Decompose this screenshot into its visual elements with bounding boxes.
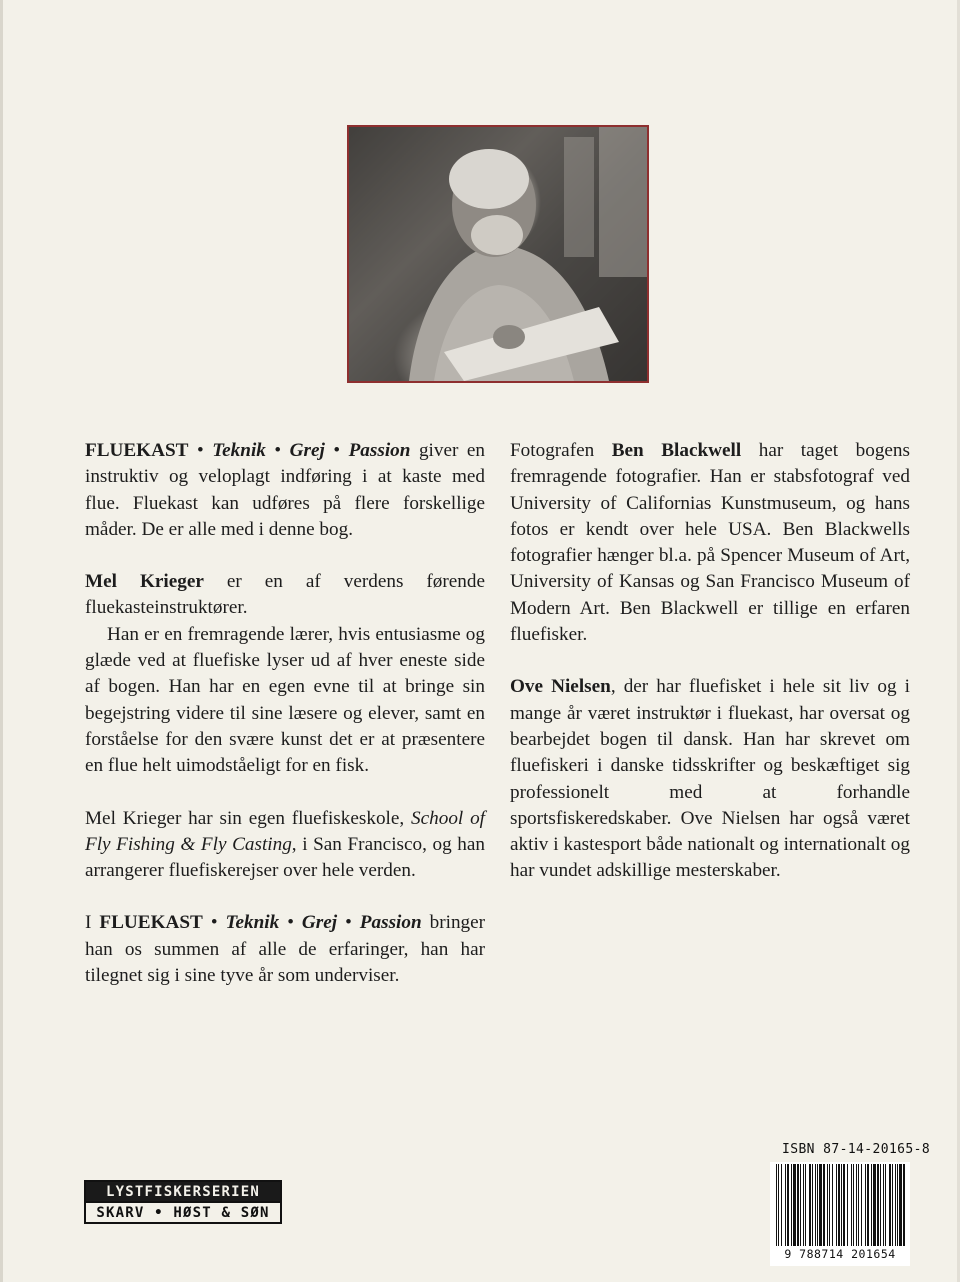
- barcode-bar: [776, 1164, 777, 1246]
- barcode-bar: [817, 1164, 818, 1246]
- barcode-bar: [895, 1164, 896, 1246]
- photographer-text: har taget bogens fremragende fotografier. Han er stabsfotograf ved University of Californias Kunstmuseum, og hans fotos er kendt over hele USA. Ben Blackwells fotografier hænger bl.a. på Spencer Museum of Art, University of Kansas og San Francisco Museum of Modern Art. Ben Blackwell er tillige en erfaren fluefisker.: [510, 440, 910, 646]
- title-separator: •: [279, 912, 302, 934]
- school-lead: Mel Krieger har sin egen fluefiskeskole,: [85, 807, 412, 829]
- barcode-bar: [880, 1164, 881, 1246]
- author-text: er en af verdens førende fluekasteinstruktører.: [85, 571, 486, 619]
- barcode-bar: [843, 1164, 845, 1246]
- summary-paragraph: [85, 910, 485, 989]
- barcode-bar: [853, 1164, 854, 1246]
- summary-lead: I: [85, 912, 100, 934]
- barcode-bar: [803, 1164, 804, 1246]
- subtitle-teknik: Teknik: [212, 440, 266, 461]
- title-separator: •: [324, 440, 349, 461]
- translator-name: Ove Nielsen: [510, 676, 611, 698]
- book-title: FLUEKAST: [85, 440, 189, 461]
- school-paragraph: [85, 806, 485, 885]
- barcode-bar: [861, 1164, 862, 1246]
- barcode-bar: [832, 1164, 833, 1246]
- subtitle-teknik: Teknik: [225, 912, 280, 934]
- barcode-digits: 9 788714 201654: [770, 1247, 910, 1261]
- barcode-bar: [838, 1164, 840, 1246]
- barcode-bar: [791, 1164, 792, 1246]
- barcode-bar: [841, 1164, 842, 1246]
- barcode-bar: [812, 1164, 813, 1246]
- translator-text: , der har fluefisket i hele sit liv og i mange år været instruktør i fluekast, har oversat og bearbejdet bogen til dansk. Han har skrevet om fluefiskeri i danske tidsskrifter og beskæftiget sig professionelt med at forhandle sportsfiskeredskaber. Ove Nielsen har også været aktiv i kastesport både nationalt og internationalt og har vundet adskillige mesterskaber.: [510, 676, 910, 882]
- barcode-bar: [815, 1164, 816, 1246]
- barcode-bar: [778, 1164, 779, 1246]
- barcode-bar: [873, 1164, 876, 1246]
- school-name: School of Fly Fishing & Fly Casting: [85, 807, 485, 855]
- left-column: [85, 438, 485, 989]
- barcode-bar: [867, 1164, 869, 1246]
- author-photo-illustration: [349, 127, 647, 381]
- summary-text: bringer han os summen af alle de erfaringer, han har tilegnet sig i sine tyve år som underviser.: [85, 912, 486, 987]
- barcode-bar: [809, 1164, 811, 1246]
- title-separator: •: [202, 912, 226, 934]
- barcode-bar: [787, 1164, 789, 1246]
- barcode-bar: [793, 1164, 796, 1246]
- barcode-bar: [883, 1164, 884, 1246]
- isbn-label: ISBN 87-14-20165-8: [782, 1142, 931, 1157]
- subtitle-grej: Grej: [289, 440, 325, 461]
- photographer-name: Ben Blackwell: [611, 440, 742, 461]
- barcode-bar: [847, 1164, 848, 1246]
- barcode-bar: [885, 1164, 886, 1246]
- barcode-bar: [865, 1164, 866, 1246]
- teacher-paragraph: Han er en fremragende lærer, hvis entusiasme og glæde ved at fluefiske lyser ud af hver eneste side af bogen. Han har en egen evne til at bringe sin begejstring videre til sine læsere og elever, samt en forståelse for den svære kunst det er at præsentere en flue helt uimodståeligt for en fisk.: [85, 623, 485, 777]
- translator-paragraph: [510, 674, 910, 884]
- barcode-bar: [903, 1164, 905, 1246]
- book-title: FLUEKAST: [99, 912, 203, 934]
- photographer-paragraph: [510, 438, 910, 648]
- series-name: LYSTFISKERSERIEN: [86, 1182, 280, 1201]
- school-rest: , i San Francisco, og han arrangerer fluefiskerejser over hele verden.: [85, 833, 485, 882]
- barcode-bar: [836, 1164, 837, 1246]
- barcode-bar: [800, 1164, 801, 1246]
- intro-text: giver en instruktiv og veloplagt indføring i at kaste med flue. Fluekast kan udføres på flere forskellige måder. De er alle med i denne bog.: [85, 440, 486, 540]
- series-logo: [84, 1180, 282, 1224]
- barcode-bar: [797, 1164, 799, 1246]
- right-column: [510, 438, 910, 885]
- title-separator: •: [188, 440, 213, 461]
- publisher-name: SKARV • HØST & SØN: [86, 1201, 280, 1222]
- barcode-bar: [856, 1164, 857, 1246]
- author-photo: [347, 125, 649, 383]
- barcode-bar: [829, 1164, 830, 1246]
- barcode-bar: [805, 1164, 806, 1246]
- barcode-bar: [823, 1164, 825, 1246]
- barcode-bar: [827, 1164, 828, 1246]
- barcode-bar: [877, 1164, 879, 1246]
- author-paragraph: [85, 569, 485, 622]
- title-separator: •: [337, 912, 360, 934]
- barcode-bars: [770, 1162, 910, 1248]
- subtitle-passion: Passion: [348, 440, 411, 461]
- barcode-bar: [871, 1164, 872, 1246]
- barcode-bar: [781, 1164, 782, 1246]
- intro-paragraph: [85, 438, 485, 543]
- photographer-lead: Fotografen: [510, 440, 612, 461]
- author-name: Mel Krieger: [85, 571, 204, 593]
- barcode-bar: [858, 1164, 859, 1246]
- barcode-bar: [785, 1164, 786, 1246]
- barcode-bar: [851, 1164, 852, 1246]
- barcode-bar: [819, 1164, 822, 1246]
- subtitle-passion: Passion: [359, 912, 422, 934]
- barcode-bar: [889, 1164, 891, 1246]
- subtitle-grej: Grej: [301, 912, 338, 934]
- title-separator: •: [265, 440, 290, 461]
- barcode-bar: [892, 1164, 893, 1246]
- barcode-bar: [897, 1164, 898, 1246]
- barcode-bar: [899, 1164, 902, 1246]
